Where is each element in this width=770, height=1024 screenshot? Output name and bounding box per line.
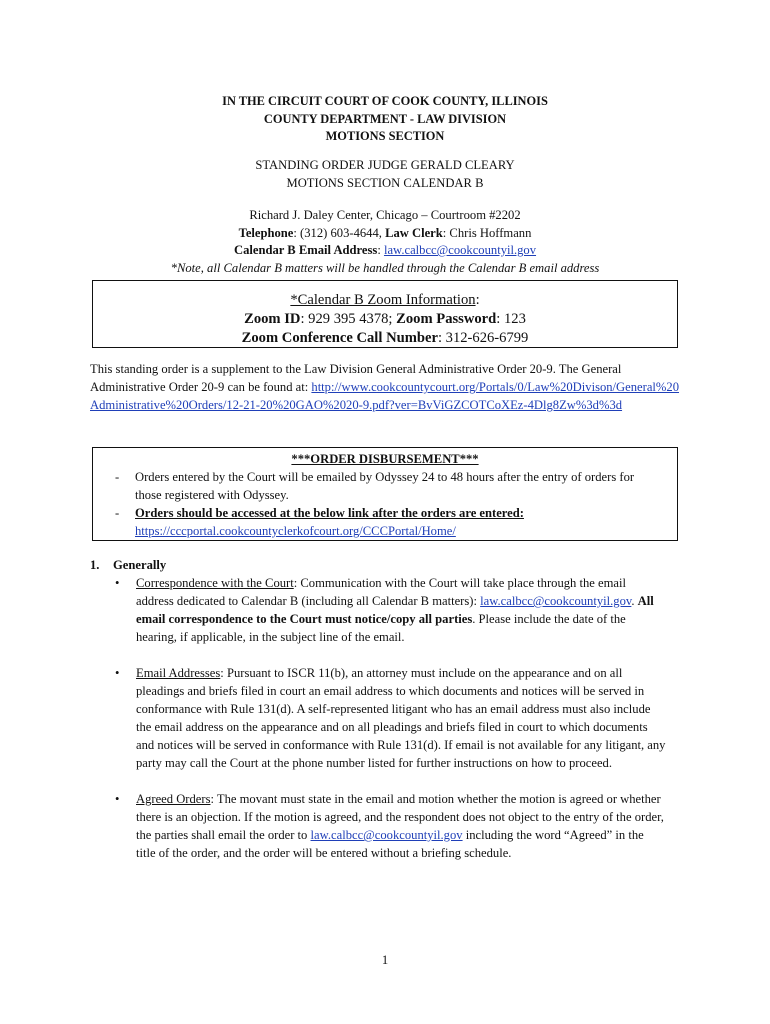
correspondence-text-1: : Communication with the Court will take place through the email address dedicated to Calendar B (including all Calendar B matters): [136, 576, 627, 608]
correspondence-email-link[interactable]: law.calbcc@cookcountyil.gov [480, 594, 632, 608]
dash-marker: - [115, 470, 120, 484]
order-title-line-1: STANDING ORDER JUDGE GERALD CLEARY [255, 158, 515, 172]
calendar-email-separator: : [377, 243, 384, 257]
section-heading [90, 556, 680, 574]
intro-paragraph [90, 360, 680, 414]
correspondence-item [90, 574, 680, 646]
order-title [90, 157, 680, 192]
disbursement-item-1 [93, 468, 677, 504]
zoom-id-value: : 929 395 4378; [300, 311, 397, 327]
zoom-id-label: Zoom ID [244, 311, 301, 327]
correspondence-text-3: . Please include the date of the hearing, if applicable, in the subject line of the email. [136, 612, 626, 644]
disbursement-item-2-text: Orders should be accessed at the below link after the orders are entered: [135, 506, 524, 520]
disbursement-item-2 [93, 504, 677, 540]
gao-link[interactable]: http://www.cookcountycourt.org/Portals/0/Law%20Divison/General%20Administrative%20Orders/12-21-20%20GAO%2020-9.pdf?ver=BvViGZCOTCoXEz-4Dlg8Zw%3d%3d [90, 380, 679, 412]
clerk-portal-link[interactable]: https://cccportal.cookcountyclerkofcourt.org/CCCPortal/Home/ [135, 524, 456, 538]
court-header-line-1: IN THE CIRCUIT COURT OF COOK COUNTY, ILLINOIS [222, 94, 548, 108]
email-line [90, 242, 680, 260]
order-disbursement-box [92, 447, 678, 541]
intro-text: This standing order is a supplement to the Law Division General Administrative Order 20-9. The General Administrative Order 20-9 can be found at: [90, 362, 622, 394]
court-header [90, 93, 680, 146]
order-title-line-2: MOTIONS SECTION CALENDAR B [286, 175, 484, 190]
zoom-password-label: Zoom Password [396, 311, 497, 327]
section-title: Generally [113, 558, 167, 572]
spacer [90, 646, 680, 664]
email-addresses-label: Email Addresses [136, 666, 221, 680]
correspondence-bold: All email correspondence to the Court must notice/copy all parties [136, 594, 654, 626]
zoom-call-value: : 312-626-6799 [437, 330, 529, 346]
calendar-note: *Note, all Calendar B matters will be handled through the Calendar B email address [170, 260, 600, 275]
agreed-orders-text-1: : The movant must state in the email and motion whether the motion is agreed or whether there is an objection. If the motion is agreed, and the respondent does not object to the entry of the order, the parties shall email the order to [136, 792, 664, 842]
law-clerk-label: Law Clerk [385, 225, 443, 240]
calendar-email-link[interactable]: law.calbcc@cookcountyil.gov [383, 243, 537, 257]
disbursement-item-1-text: Orders entered by the Court will be emailed by Odyssey 24 to 48 hours after the entry of orders for those registered with Odyssey. [135, 470, 635, 502]
zoom-id-line [93, 310, 677, 329]
email-addresses-text: : Pursuant to ISCR 11(b), an attorney must include on the appearance and on all pleadings and briefs filed in court an email address to which documents and notices will be served in conformance with Rule 131(d). A self-represented litigant who has an email address must also include the email address on the appearance and on all pleadings and briefs filed in court to which documents and notices will be served in conformance with Rule 131(d). If email is not available for any litigant, any party may call the Court at the phone number listed for further instructions on how to proceed. [136, 666, 666, 770]
correspondence-text-2: . [631, 594, 638, 608]
agreed-orders-label: Agreed Orders [136, 792, 211, 806]
zoom-call-label: Zoom Conference Call Number [241, 330, 438, 346]
telephone-value: : (312) 603-4644, [293, 225, 386, 240]
disbursement-title: ***ORDER DISBURSEMENT*** [291, 452, 479, 466]
telephone-label: Telephone [238, 225, 294, 240]
law-clerk-value: : Chris Hoffmann [442, 225, 532, 240]
zoom-password-value: : 123 [496, 311, 526, 327]
bullet-icon: • [115, 666, 120, 680]
email-addresses-item [90, 664, 680, 772]
section-generally [90, 556, 680, 862]
bullet-icon: • [115, 576, 120, 590]
section-number: 1. [90, 558, 100, 572]
zoom-title: *Calendar B Zoom Information [290, 292, 476, 308]
court-header-line-2: COUNTY DEPARTMENT - LAW DIVISION [263, 111, 507, 126]
page-number: 1 [381, 953, 389, 967]
contact-block [90, 207, 680, 277]
zoom-title-colon: : [475, 292, 480, 308]
spacer [90, 772, 680, 790]
correspondence-label: Correspondence with the Court [136, 576, 294, 590]
courtroom-location: Richard J. Daley Center, Chicago – Courtroom #2202 [249, 208, 521, 222]
zoom-call-line [93, 329, 677, 348]
bullet-icon: • [115, 792, 120, 806]
court-header-line-3: MOTIONS SECTION [325, 129, 445, 143]
dash-marker: - [115, 506, 120, 520]
zoom-title-line [93, 291, 677, 310]
agreed-orders-item [90, 790, 680, 862]
phone-clerk-line [90, 225, 680, 243]
agreed-orders-text-2: including the word “Agreed” in the title of the order, and the order will be entered without a briefing schedule. [136, 828, 644, 860]
agreed-orders-email-link[interactable]: law.calbcc@cookcountyil.gov [310, 828, 463, 842]
calendar-email-label: Calendar B Email Address [233, 243, 378, 257]
zoom-info-box [92, 280, 678, 348]
